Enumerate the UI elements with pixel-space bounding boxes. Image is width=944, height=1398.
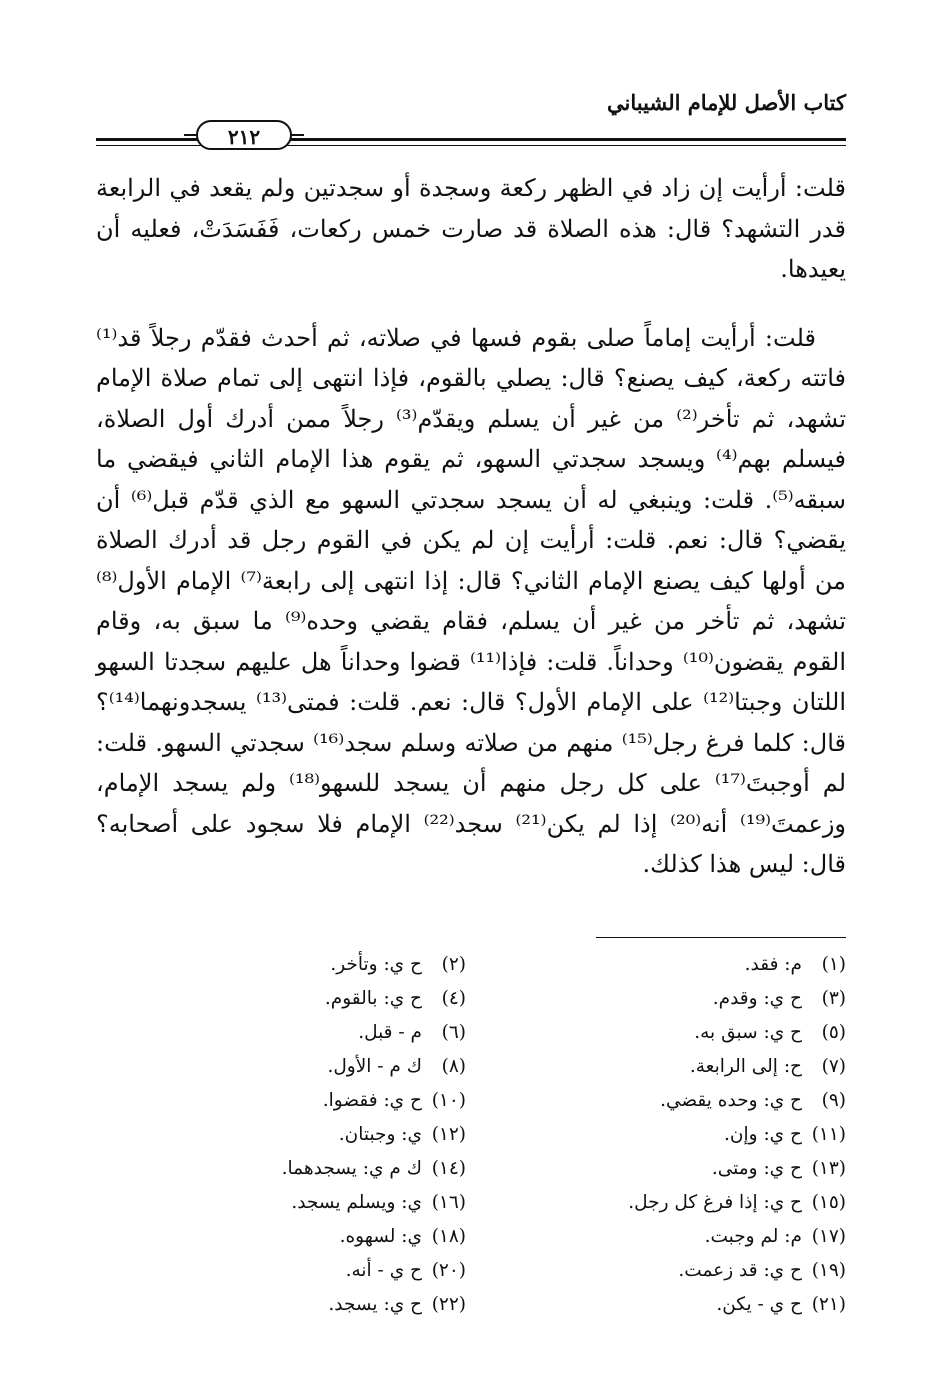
- footnote-number: (١٤): [431, 1158, 466, 1179]
- footnote-text: ي: ويسلم يسجد.: [291, 1192, 422, 1213]
- footnote-number: (٢): [441, 954, 466, 975]
- footnote-item: [126, 1288, 466, 1322]
- footnote-number: (٣): [821, 988, 846, 1009]
- footnote-text: م - قبل.: [358, 1022, 422, 1043]
- footnote-item: [506, 982, 846, 1016]
- footnote-number: (١٥): [811, 1192, 846, 1213]
- footnote-item: [126, 1254, 466, 1288]
- footnote-text: ح ي: سبق به.: [694, 1022, 802, 1043]
- footnote-text: ح ي: وحده يقضي.: [660, 1090, 802, 1111]
- footnote-text: ح: إلى الرابعة.: [689, 1056, 802, 1077]
- footnote-number: (١١): [811, 1124, 846, 1145]
- footnote-item: [126, 1084, 466, 1118]
- footnote-text: ح ي: بالقوم.: [324, 988, 422, 1009]
- footnote-number: (٥): [821, 1022, 846, 1043]
- footnote-item: [126, 1186, 466, 1220]
- main-text: [96, 168, 846, 885]
- footnote-text: ح ي - أنه.: [345, 1260, 422, 1281]
- footnote-text: ك م - الأول.: [327, 1056, 422, 1077]
- footnote-item: [126, 1016, 466, 1050]
- footnote-item: [506, 1254, 846, 1288]
- footnote-text: ح ي: ومتى.: [711, 1158, 802, 1179]
- footnote-number: (١٩): [811, 1260, 846, 1281]
- footnote-text: ح ي - يكن.: [716, 1294, 802, 1315]
- footnote-item: [506, 1152, 846, 1186]
- footnote-text: ي: لسهوه.: [339, 1226, 422, 1247]
- footnote-number: (٦): [441, 1022, 466, 1043]
- paragraph-2: قلت: أرأيت إماماً صلى بقوم فسها في صلاته، ثم أحدث فقدّم رجلاً قد⁽¹⁾ فاتته ركعة، كيف يصنع؟ قال: يصلي بالقوم، فإذا انتهى إلى تمام صلاة الإمام تشهد، ثم تأخر⁽²⁾ من غير أن يسلم ويقدّم⁽³⁾ رجلاً ممن أدرك أول الصلاة، فيسلم بهم⁽⁴⁾ ويسجد سجدتي السهو، ثم يقوم هذا الإمام الثاني فيقضي ما سبقه⁽⁵⁾. قلت: وينبغي له أن يسجد سجدتي السهو مع الذي قدّم قبل⁽⁶⁾ أن يقضي؟ قال: نعم. قلت: أرأيت إن لم يكن في القوم رجل قد أدرك الصلاة من أولها كيف يصنع الإمام الثاني؟ قال: إذا انتهى إلى رابعة⁽⁷⁾ الإمام الأول⁽⁸⁾ تشهد، ثم تأخر من غير أن يسلم، فقام يقضي وحده⁽⁹⁾ ما سبق به، وقام القوم يقضون⁽¹⁰⁾ وحداناً. قلت: فإذا⁽¹¹⁾ قضوا وحداناً هل عليهم سجدتا السهو اللتان وجبتا⁽¹²⁾ على الإمام الأول؟ قال: نعم. قلت: فمتى⁽¹³⁾ يسجدونهما⁽¹⁴⁾؟ قال: كلما فرغ رجل⁽¹⁵⁾ منهم من صلاته وسلم سجد⁽¹⁶⁾ سجدتي السهو. قلت: لم أوجبتَ⁽¹⁷⁾ على كل رجل منهم أن يسجد للسهو⁽¹⁸⁾ ولم يسجد الإمام، وزعمتَ⁽¹⁹⁾ أنه⁽²⁰⁾ إذا لم يكن⁽²¹⁾ سجد⁽²²⁾ الإمام فلا سجود على أصحابه؟ قال: ليس هذا كذلك.: [96, 323, 847, 878]
- footnote-number: (٢١): [811, 1294, 846, 1315]
- footnote-number: (١): [821, 954, 846, 975]
- footnote-item: [126, 1118, 466, 1152]
- footnote-item: [126, 1220, 466, 1254]
- footnote-text: ح ي: إذا فرغ كل رجل.: [628, 1192, 802, 1213]
- footnote-number: (٧): [821, 1056, 846, 1077]
- footnote-item: [506, 948, 846, 982]
- footnotes-left-column: [126, 948, 466, 1322]
- footnote-text: م: لم وجبت.: [704, 1226, 802, 1247]
- footnote-number: (٨): [441, 1056, 466, 1077]
- page-number-badge: ٢١٢: [196, 120, 292, 150]
- footnote-text: ح ي: قد زعمت.: [678, 1260, 802, 1281]
- footnote-text: ح ي: فقضوا.: [322, 1090, 422, 1111]
- footnote-separator: [596, 937, 846, 938]
- footnote-item: [506, 1118, 846, 1152]
- footnote-number: (١٨): [431, 1226, 466, 1247]
- footnote-item: [126, 948, 466, 982]
- footnote-text: ك م ي: يسجدهما.: [281, 1158, 422, 1179]
- footnote-text: ح ي: وتأخر.: [330, 954, 422, 975]
- footnote-text: ي: وجبتان.: [338, 1124, 422, 1145]
- footnote-item: [506, 1050, 846, 1084]
- footnote-number: (١٣): [811, 1158, 846, 1179]
- footnote-number: (٢٢): [431, 1294, 466, 1315]
- footnote-text: ح ي: وقدم.: [712, 988, 802, 1009]
- footnotes: [86, 948, 846, 1328]
- footnote-text: ح ي: وإن.: [724, 1124, 802, 1145]
- footnote-item: [506, 1288, 846, 1322]
- footnote-item: [506, 1084, 846, 1118]
- footnote-item: [126, 1152, 466, 1186]
- footnote-item: [506, 1220, 846, 1254]
- footnote-text: م: فقد.: [744, 954, 802, 975]
- footnote-item: [126, 1050, 466, 1084]
- footnote-number: (١٧): [811, 1226, 846, 1247]
- footnote-number: (١٢): [431, 1124, 466, 1145]
- footnote-number: (١٦): [431, 1192, 466, 1213]
- footnotes-right-column: [506, 948, 846, 1322]
- footnote-number: (٢٠): [431, 1260, 466, 1281]
- footnote-number: (٤): [441, 988, 466, 1009]
- running-header-title: كتاب الأصل للإمام الشيباني: [607, 90, 846, 115]
- footnote-item: [506, 1186, 846, 1220]
- footnote-item: [126, 982, 466, 1016]
- paragraph-1: قلت: أرأيت إن زاد في الظهر ركعة وسجدة أو سجدتين ولم يقعد في الرابعة قدر التشهد؟ قال: هذه الصلاة قد صارت خمس ركعات، فَفَسَدَتْ، فعليه أن يعيدها.: [96, 174, 846, 283]
- footnote-number: (١٠): [431, 1090, 466, 1111]
- footnote-item: [506, 1016, 846, 1050]
- footnote-text: ح ي: يسجد.: [328, 1294, 422, 1315]
- footnote-number: (٩): [821, 1090, 846, 1111]
